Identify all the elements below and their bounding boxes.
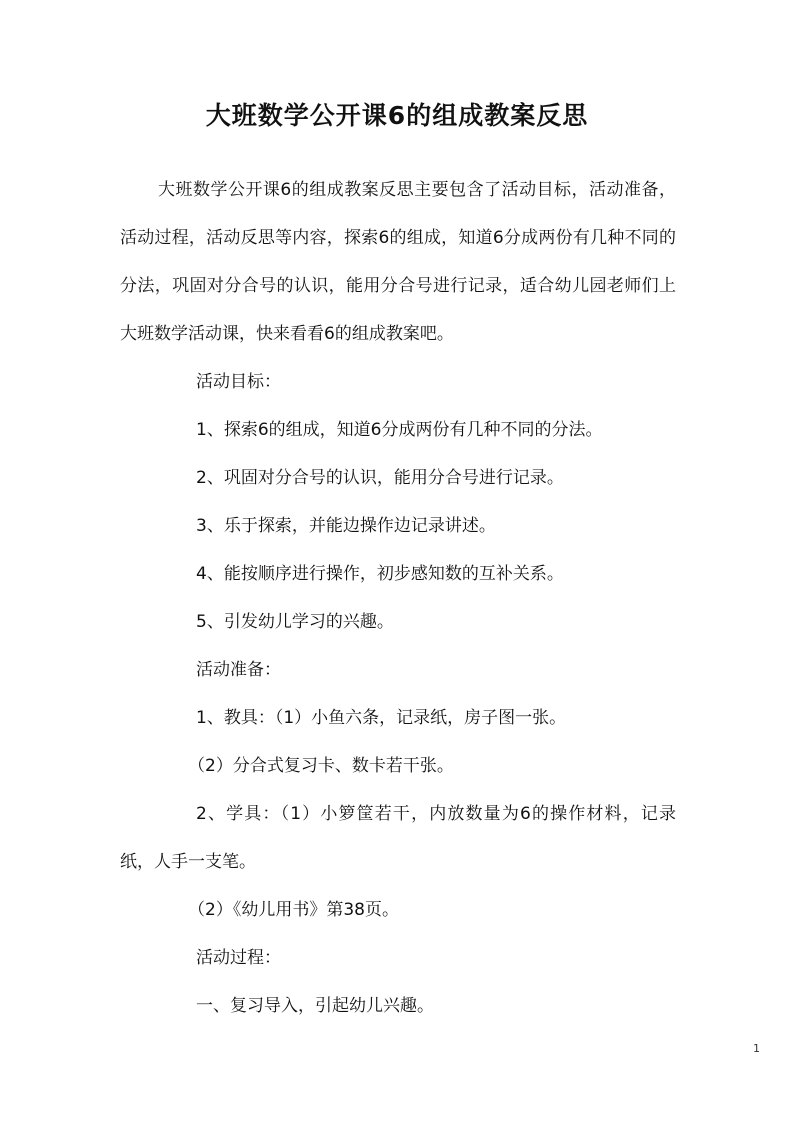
process-item: 一、复习导入，引起幼儿兴趣。 [196,996,434,1016]
intro-paragraph: 大班数学公开课6的组成教案反思主要包含了活动目标，活动准备，活动过程，活动反思等内容，探索6的组成，知道6分成两份有几种不同的分法，巩固对分合号的认识，能用分合号进行记录，适合幼儿园老师们上大班数学活动课，快来看看6的组成教案吧。 [120,180,676,344]
prep-item: 1、教具：（1）小鱼六条，记录纸，房子图一张。 [196,708,567,728]
goal-item: 5、引发幼儿学习的兴趣。 [196,612,394,632]
prep-heading: 活动准备： [196,660,281,680]
process-heading: 活动过程： [196,948,281,968]
document-title: 大班数学公开课6的组成教案反思 [205,101,589,130]
document-body [120,166,676,1030]
goals-heading: 活动目标： [196,372,281,392]
prep-item: （2）分合式复习卡、数卡若干张。 [188,756,454,776]
goal-item: 1、探索6的组成，知道6分成两份有几种不同的分法。 [196,420,603,440]
prep-item: （2）《幼儿用书》第38页。 [188,900,399,920]
goal-item: 4、能按顺序进行操作，初步感知数的互补关系。 [196,564,564,584]
prep-item: 2、学具：（1）小箩筐若干，内放数量为6的操作材料，记录纸，人手一支笔。 [120,804,676,872]
goal-item: 2、巩固对分合号的认识，能用分合号进行记录。 [196,468,564,488]
page-number: 1 [753,1042,760,1055]
goal-item: 3、乐于探索，并能边操作边记录讲述。 [196,516,496,536]
